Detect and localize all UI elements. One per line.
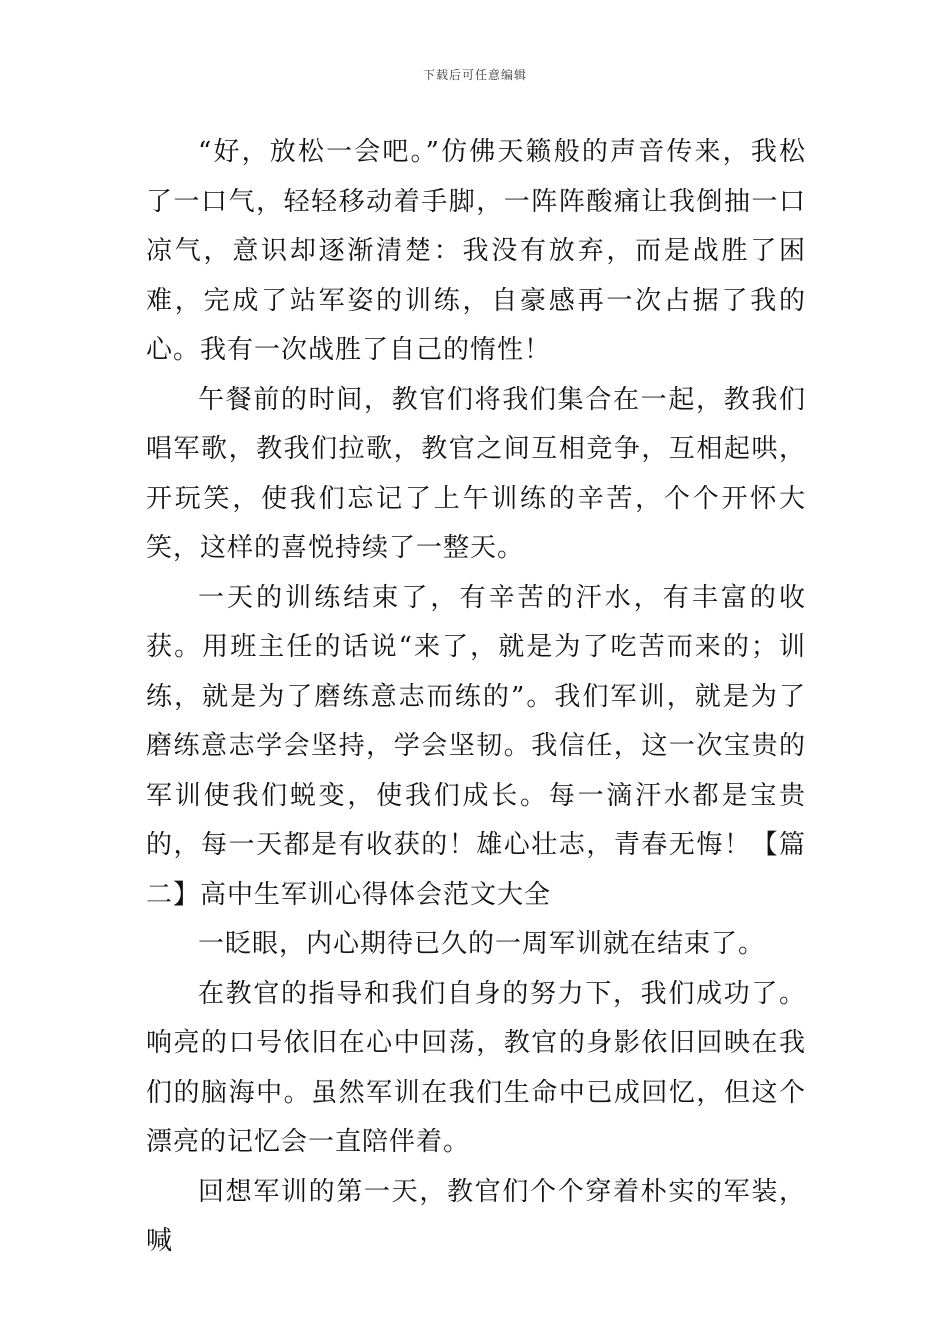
paragraph-6: 回想军训的第一天，教官们个个穿着朴实的军装，喊: [146, 1176, 806, 1256]
page-header: 下载后可任意编辑: [422, 68, 527, 82]
paragraph-5: 在教官的指导和我们自身的努力下，我们成功了。响亮的口号依旧在心中回荡，教官的身影依旧回映在我们的脑海中。虽然军训在我们生命中已成回忆，但这个漂亮的记忆会一直陪伴着。: [146, 978, 806, 1157]
paragraph-3: 一天的训练结束了，有辛苦的汗水，有丰富的收获。用班主任的话说“来了，就是为了吃苦而来的；训练，就是为了磨练意志而练的”。我们军训，就是为了磨练意志学会坚持，学会坚韧。我信任，这一次宝贵的军训使我们蜕变，使我们成长。每一滴汗水都是宝贵的，每一天都是有收获的！雄心壮志，青春无悔！【篇二】高中生军训心得体会范文大全: [146, 582, 806, 910]
document-body: [146, 128, 806, 1267]
paragraph-2: 午餐前的时间，教官们将我们集合在一起，教我们唱军歌，教我们拉歌，教官之间互相竞争，互相起哄，开玩笑，使我们忘记了上午训练的辛苦，个个开怀大笑，这样的喜悦持续了一整天。: [146, 384, 806, 563]
paragraph-4: 一眨眼，内心期待已久的一周军训就在结束了。: [198, 929, 766, 959]
paragraph-1: “好，放松一会吧。”仿佛天籁般的声音传来，我松了一口气，轻轻移动着手脚，一阵阵酸痛让我倒抽一口凉气，意识却逐渐清楚：我没有放弃，而是战胜了困难，完成了站军姿的训练，自豪感再一次占据了我的心。我有一次战胜了自己的惰性！: [146, 137, 806, 365]
